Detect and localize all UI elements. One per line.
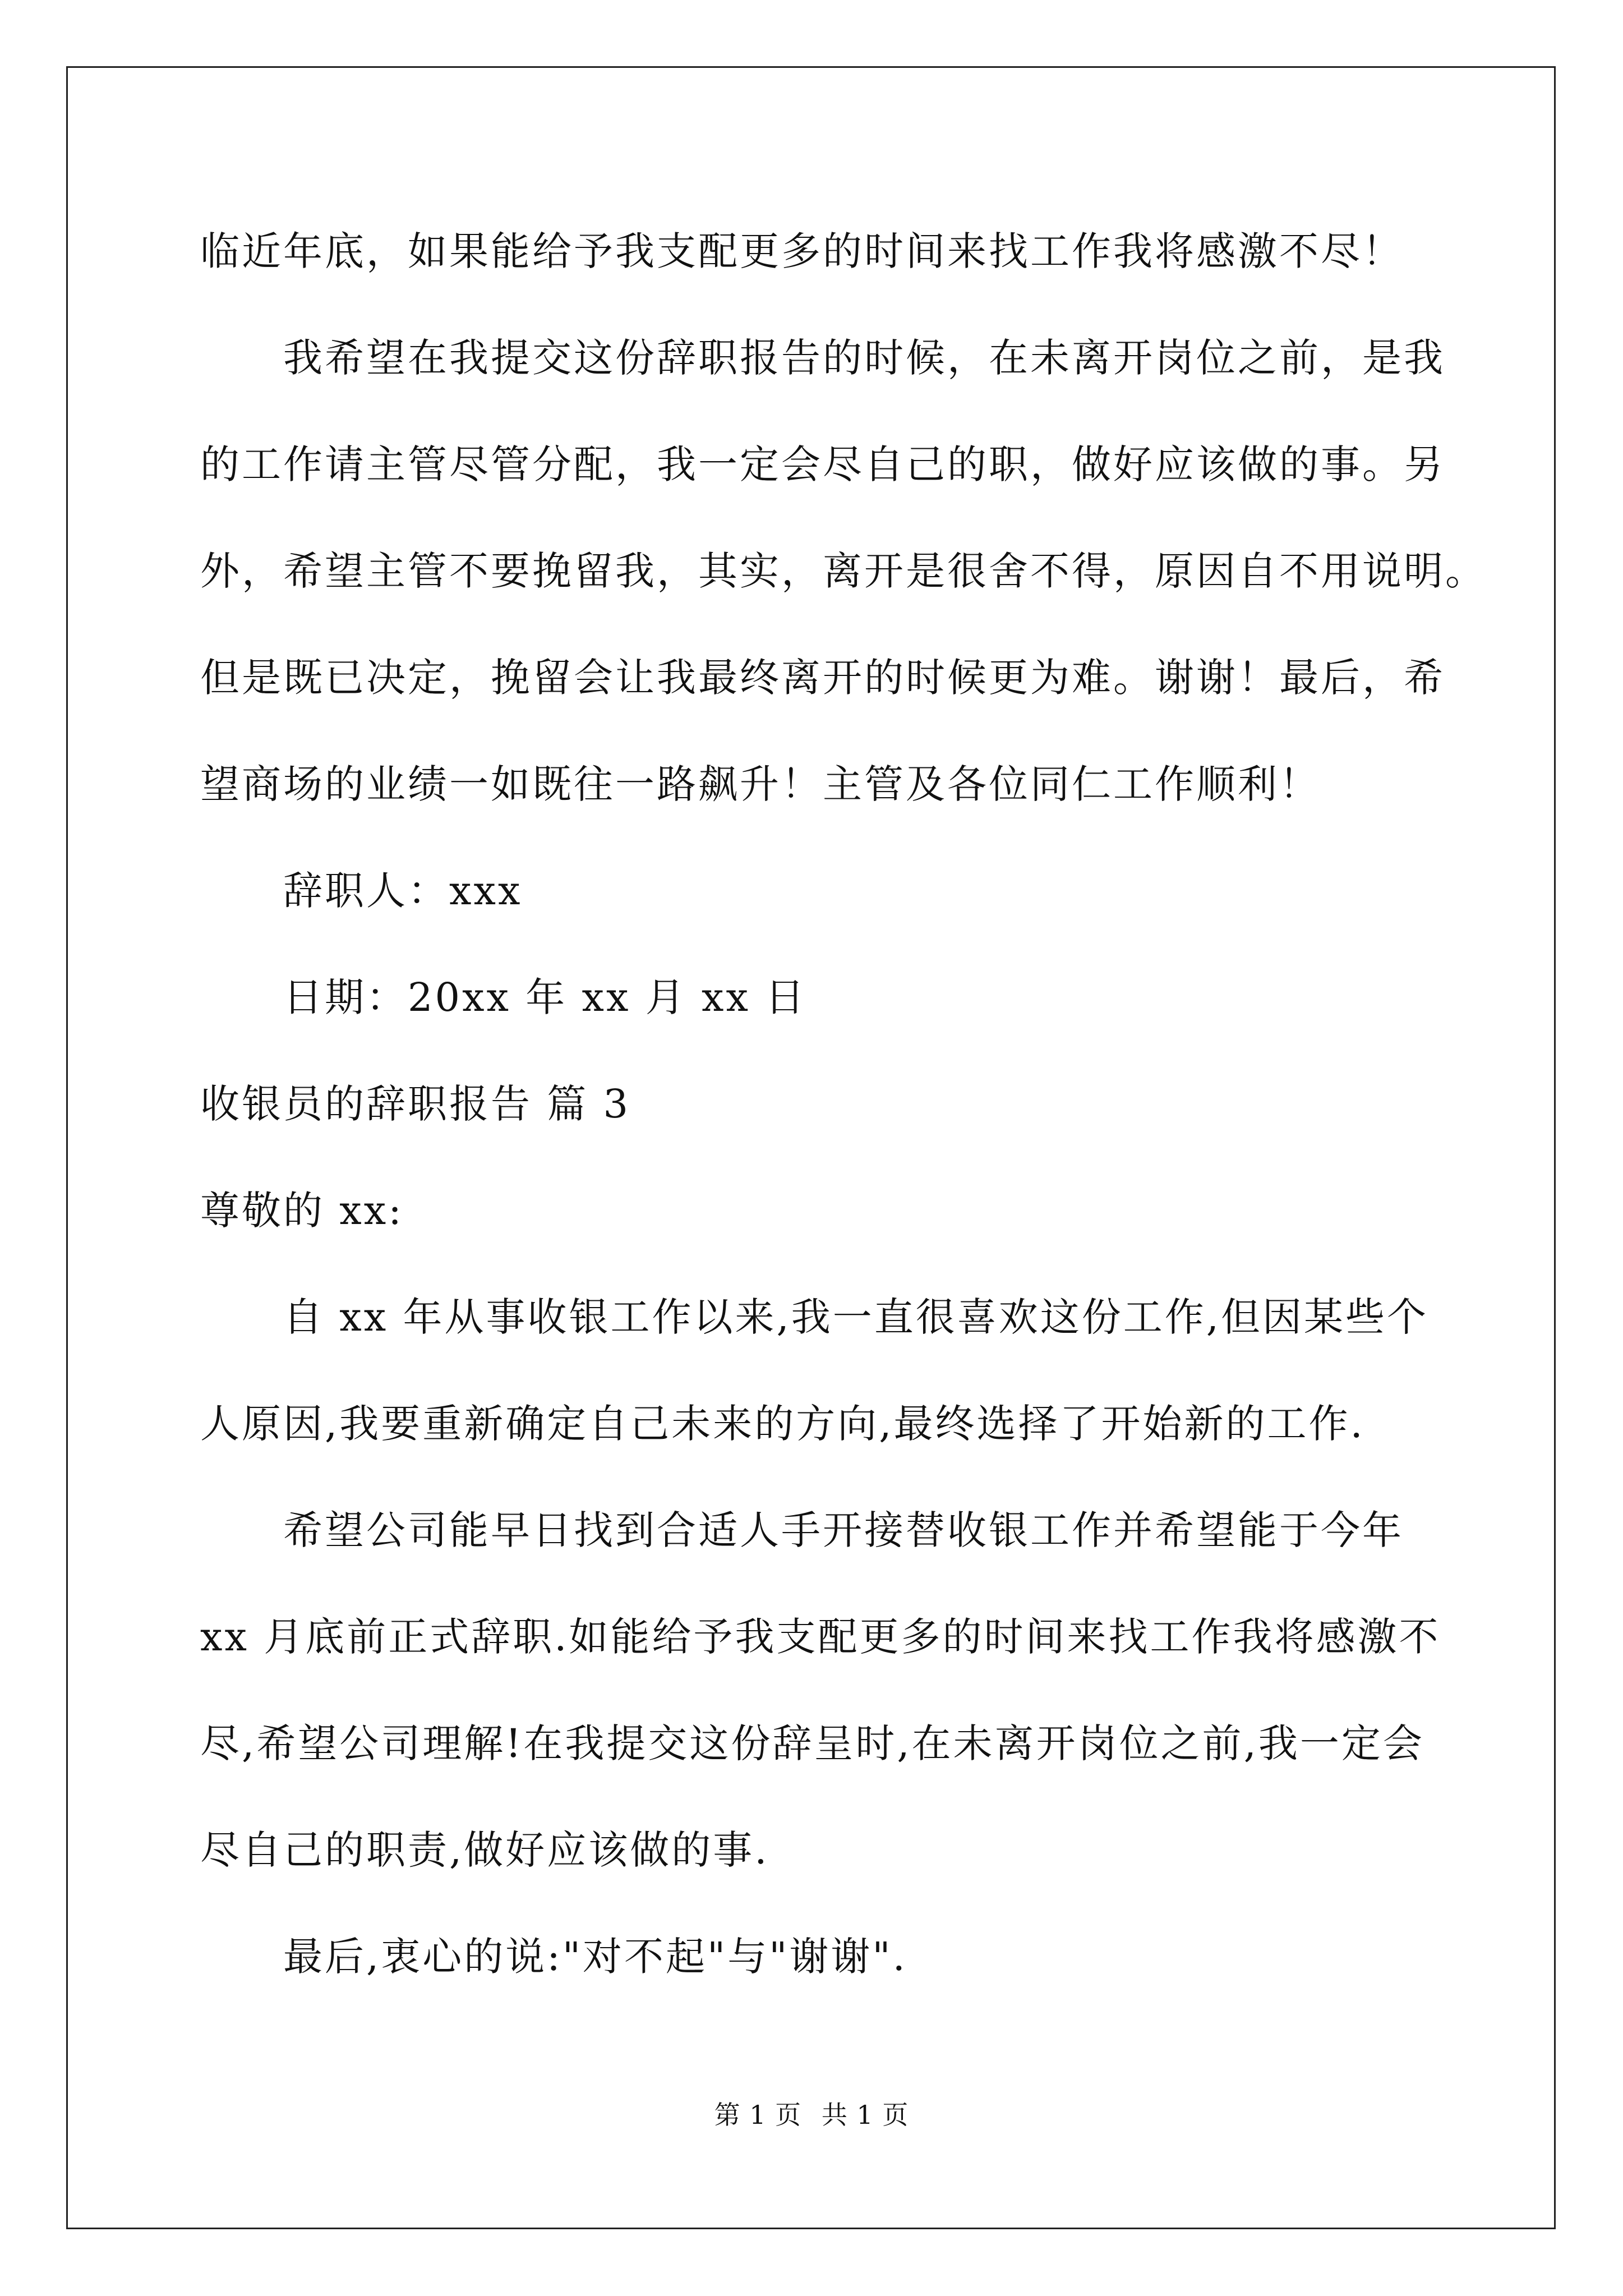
- text-line-4: 外，希望主管不要挽留我，其实，离开是很舍不得，原因自不用说明。: [200, 548, 1487, 594]
- text-line-5: 但是既已决定，挽留会让我最终离开的时候更为难。谢谢！最后，希: [200, 655, 1445, 701]
- page-footer: [0, 2098, 1623, 2132]
- text-line-13: 希望公司能早日找到合适人手开接替收银工作并希望能于今年: [283, 1507, 1404, 1553]
- page-border: [66, 66, 1556, 2229]
- text-line-11: 自 xx 年从事收银工作以来,我一直很喜欢这份工作,但因某些个: [283, 1294, 1428, 1340]
- salutation: 尊敬的 xx:: [200, 1188, 404, 1234]
- signature-line: 辞职人：xxx: [283, 868, 523, 914]
- text-line-3: 的工作请主管尽管分配，我一定会尽自己的职，做好应该做的事。另: [200, 441, 1445, 487]
- text-line-15: 尽,希望公司理解!在我提交这份辞呈时,在未离开岗位之前,我一定会: [200, 1720, 1424, 1766]
- text-line-2: 我希望在我提交这份辞职报告的时候，在未离开岗位之前，是我: [283, 335, 1445, 381]
- date-line: 日期：20xx 年 xx 月 xx 日: [283, 974, 807, 1020]
- text-line-6: 望商场的业绩一如既往一路飙升！主管及各位同仁工作顺利！: [200, 761, 1321, 807]
- page-total: 共 1 页: [821, 2100, 909, 2130]
- text-line-16: 尽自己的职责,做好应该做的事.: [200, 1827, 769, 1873]
- section-heading: 收银员的辞职报告 篇 3: [200, 1081, 631, 1127]
- text-line-12: 人原因,我要重新确定自己未来的方向,最终选择了开始新的工作.: [200, 1401, 1365, 1447]
- text-line-14: xx 月底前正式辞职.如能给予我支配更多的时间来找工作我将感激不: [200, 1614, 1441, 1660]
- text-line-1: 临近年底，如果能给予我支配更多的时间来找工作我将感激不尽！: [200, 228, 1404, 274]
- text-line-17: 最后,衷心的说:"对不起"与"谢谢".: [283, 1934, 907, 1980]
- page-number: 第 1 页: [714, 2100, 802, 2130]
